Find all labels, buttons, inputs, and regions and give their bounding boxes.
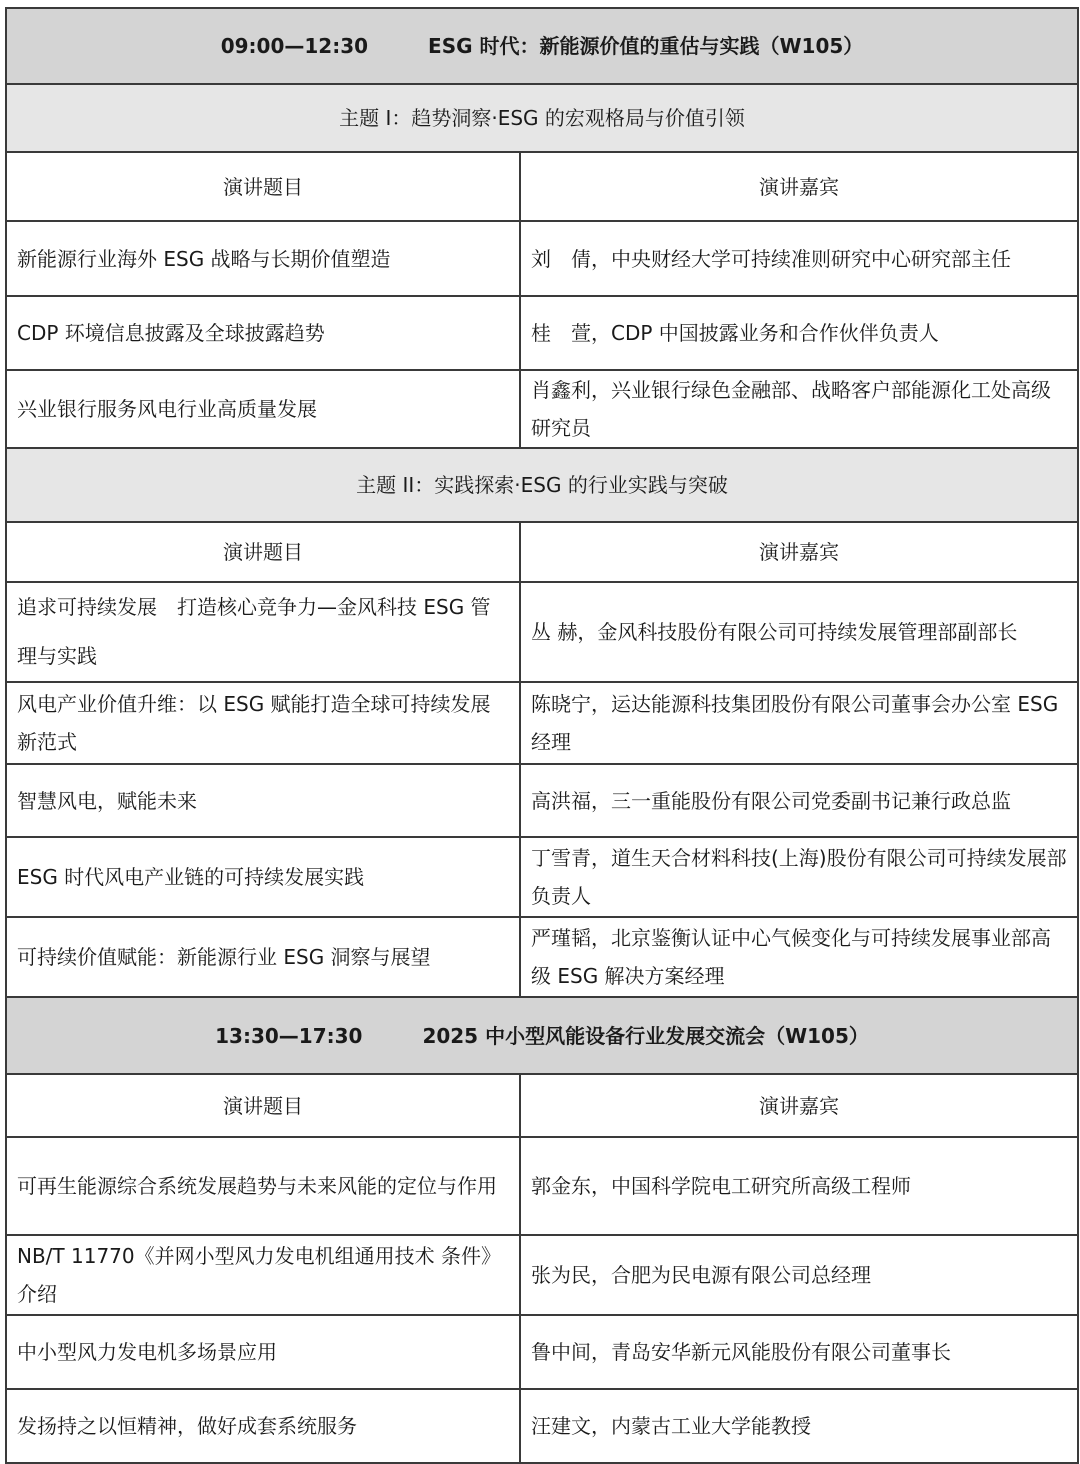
talk-topic: 可持续价值赋能：新能源行业 ESG 洞察与展望	[6, 917, 520, 997]
morning-session-title: ESG 时代：新能源价值的重估与实践（W105）	[428, 34, 864, 58]
afternoon-session-time: 13:30—17:30	[215, 1023, 363, 1048]
talk-speaker: 陈晓宁，运达能源科技集团股份有限公司董事会办公室 ESG 经理	[520, 682, 1078, 764]
table-row	[6, 1235, 1078, 1315]
table-row	[6, 917, 1078, 997]
talk-speaker: 严瑾韬，北京鉴衡认证中心气候变化与可持续发展事业部高级 ESG 解决方案经理	[520, 917, 1078, 997]
talk-topic: ESG 时代风电产业链的可持续发展实践	[6, 837, 520, 917]
talk-speaker: 肖鑫利，兴业银行绿色金融部、战略客户部能源化工处高级研究员	[520, 370, 1078, 448]
talk-speaker: 张为民，合肥为民电源有限公司总经理	[520, 1235, 1078, 1315]
talk-speaker: 汪建文，内蒙古工业大学能教授	[520, 1389, 1078, 1463]
talk-topic: 新能源行业海外 ESG 战略与长期价值塑造	[6, 221, 520, 296]
talk-topic: 追求可持续发展 打造核心竞争力—金风科技 ESG 管理与实践	[6, 582, 520, 682]
table-row	[6, 1315, 1078, 1389]
theme1-title: 主题 I：趋势洞察·ESG 的宏观格局与价值引领	[6, 84, 1078, 152]
morning-session-time: 09:00—12:30	[220, 34, 369, 58]
column-header-speaker: 演讲嘉宾	[520, 1074, 1078, 1137]
talk-topic: 风电产业价值升维：以 ESG 赋能打造全球可持续发展新范式	[6, 682, 520, 764]
talk-topic: 智慧风电，赋能未来	[6, 764, 520, 837]
column-header-topic: 演讲题目	[6, 522, 520, 582]
theme2-header	[6, 448, 1078, 522]
table-row	[6, 582, 1078, 682]
talk-topic: 兴业银行服务风电行业高质量发展	[6, 370, 520, 448]
column-header-speaker: 演讲嘉宾	[520, 522, 1078, 582]
talk-topic: 中小型风力发电机多场景应用	[6, 1315, 520, 1389]
afternoon-column-header	[6, 1074, 1078, 1137]
afternoon-session-header	[6, 997, 1078, 1074]
table-row	[6, 1389, 1078, 1463]
talk-speaker: 丁雪青，道生天合材料科技(上海)股份有限公司可持续发展部负责人	[520, 837, 1078, 917]
column-header-speaker: 演讲嘉宾	[520, 152, 1078, 221]
afternoon-session-title: 2025 中小型风能设备行业发展交流会（W105）	[422, 1023, 869, 1048]
talk-speaker: 桂 萱，CDP 中国披露业务和合作伙伴负责人	[520, 296, 1078, 370]
table-row	[6, 370, 1078, 448]
talk-speaker: 郭金东，中国科学院电工研究所高级工程师	[520, 1137, 1078, 1235]
table-row	[6, 764, 1078, 837]
table-row	[6, 221, 1078, 296]
talk-topic: 发扬持之以恒精神，做好成套系统服务	[6, 1389, 520, 1463]
table-row	[6, 682, 1078, 764]
talk-speaker: 高洪福，三一重能股份有限公司党委副书记兼行政总监	[520, 764, 1078, 837]
morning-session-header	[6, 8, 1078, 84]
talk-speaker: 丛 赫，金风科技股份有限公司可持续发展管理部副部长	[520, 582, 1078, 682]
talk-speaker: 鲁中间，青岛安华新元风能股份有限公司董事长	[520, 1315, 1078, 1389]
talk-topic: CDP 环境信息披露及全球披露趋势	[6, 296, 520, 370]
talk-topic: NB/T 11770《并网小型风力发电机组通用技术 条件》介绍	[6, 1235, 520, 1315]
theme1-header	[6, 84, 1078, 152]
table-row	[6, 296, 1078, 370]
theme1-column-header	[6, 152, 1078, 221]
table-row	[6, 1137, 1078, 1235]
talk-speaker: 刘 倩，中央财经大学可持续准则研究中心研究部主任	[520, 221, 1078, 296]
table-row	[6, 837, 1078, 917]
agenda-table	[5, 7, 1079, 1464]
column-header-topic: 演讲题目	[6, 1074, 520, 1137]
column-header-topic: 演讲题目	[6, 152, 520, 221]
talk-topic: 可再生能源综合系统发展趋势与未来风能的定位与作用	[6, 1137, 520, 1235]
theme2-title: 主题 II：实践探索·ESG 的行业实践与突破	[6, 448, 1078, 522]
theme2-column-header	[6, 522, 1078, 582]
